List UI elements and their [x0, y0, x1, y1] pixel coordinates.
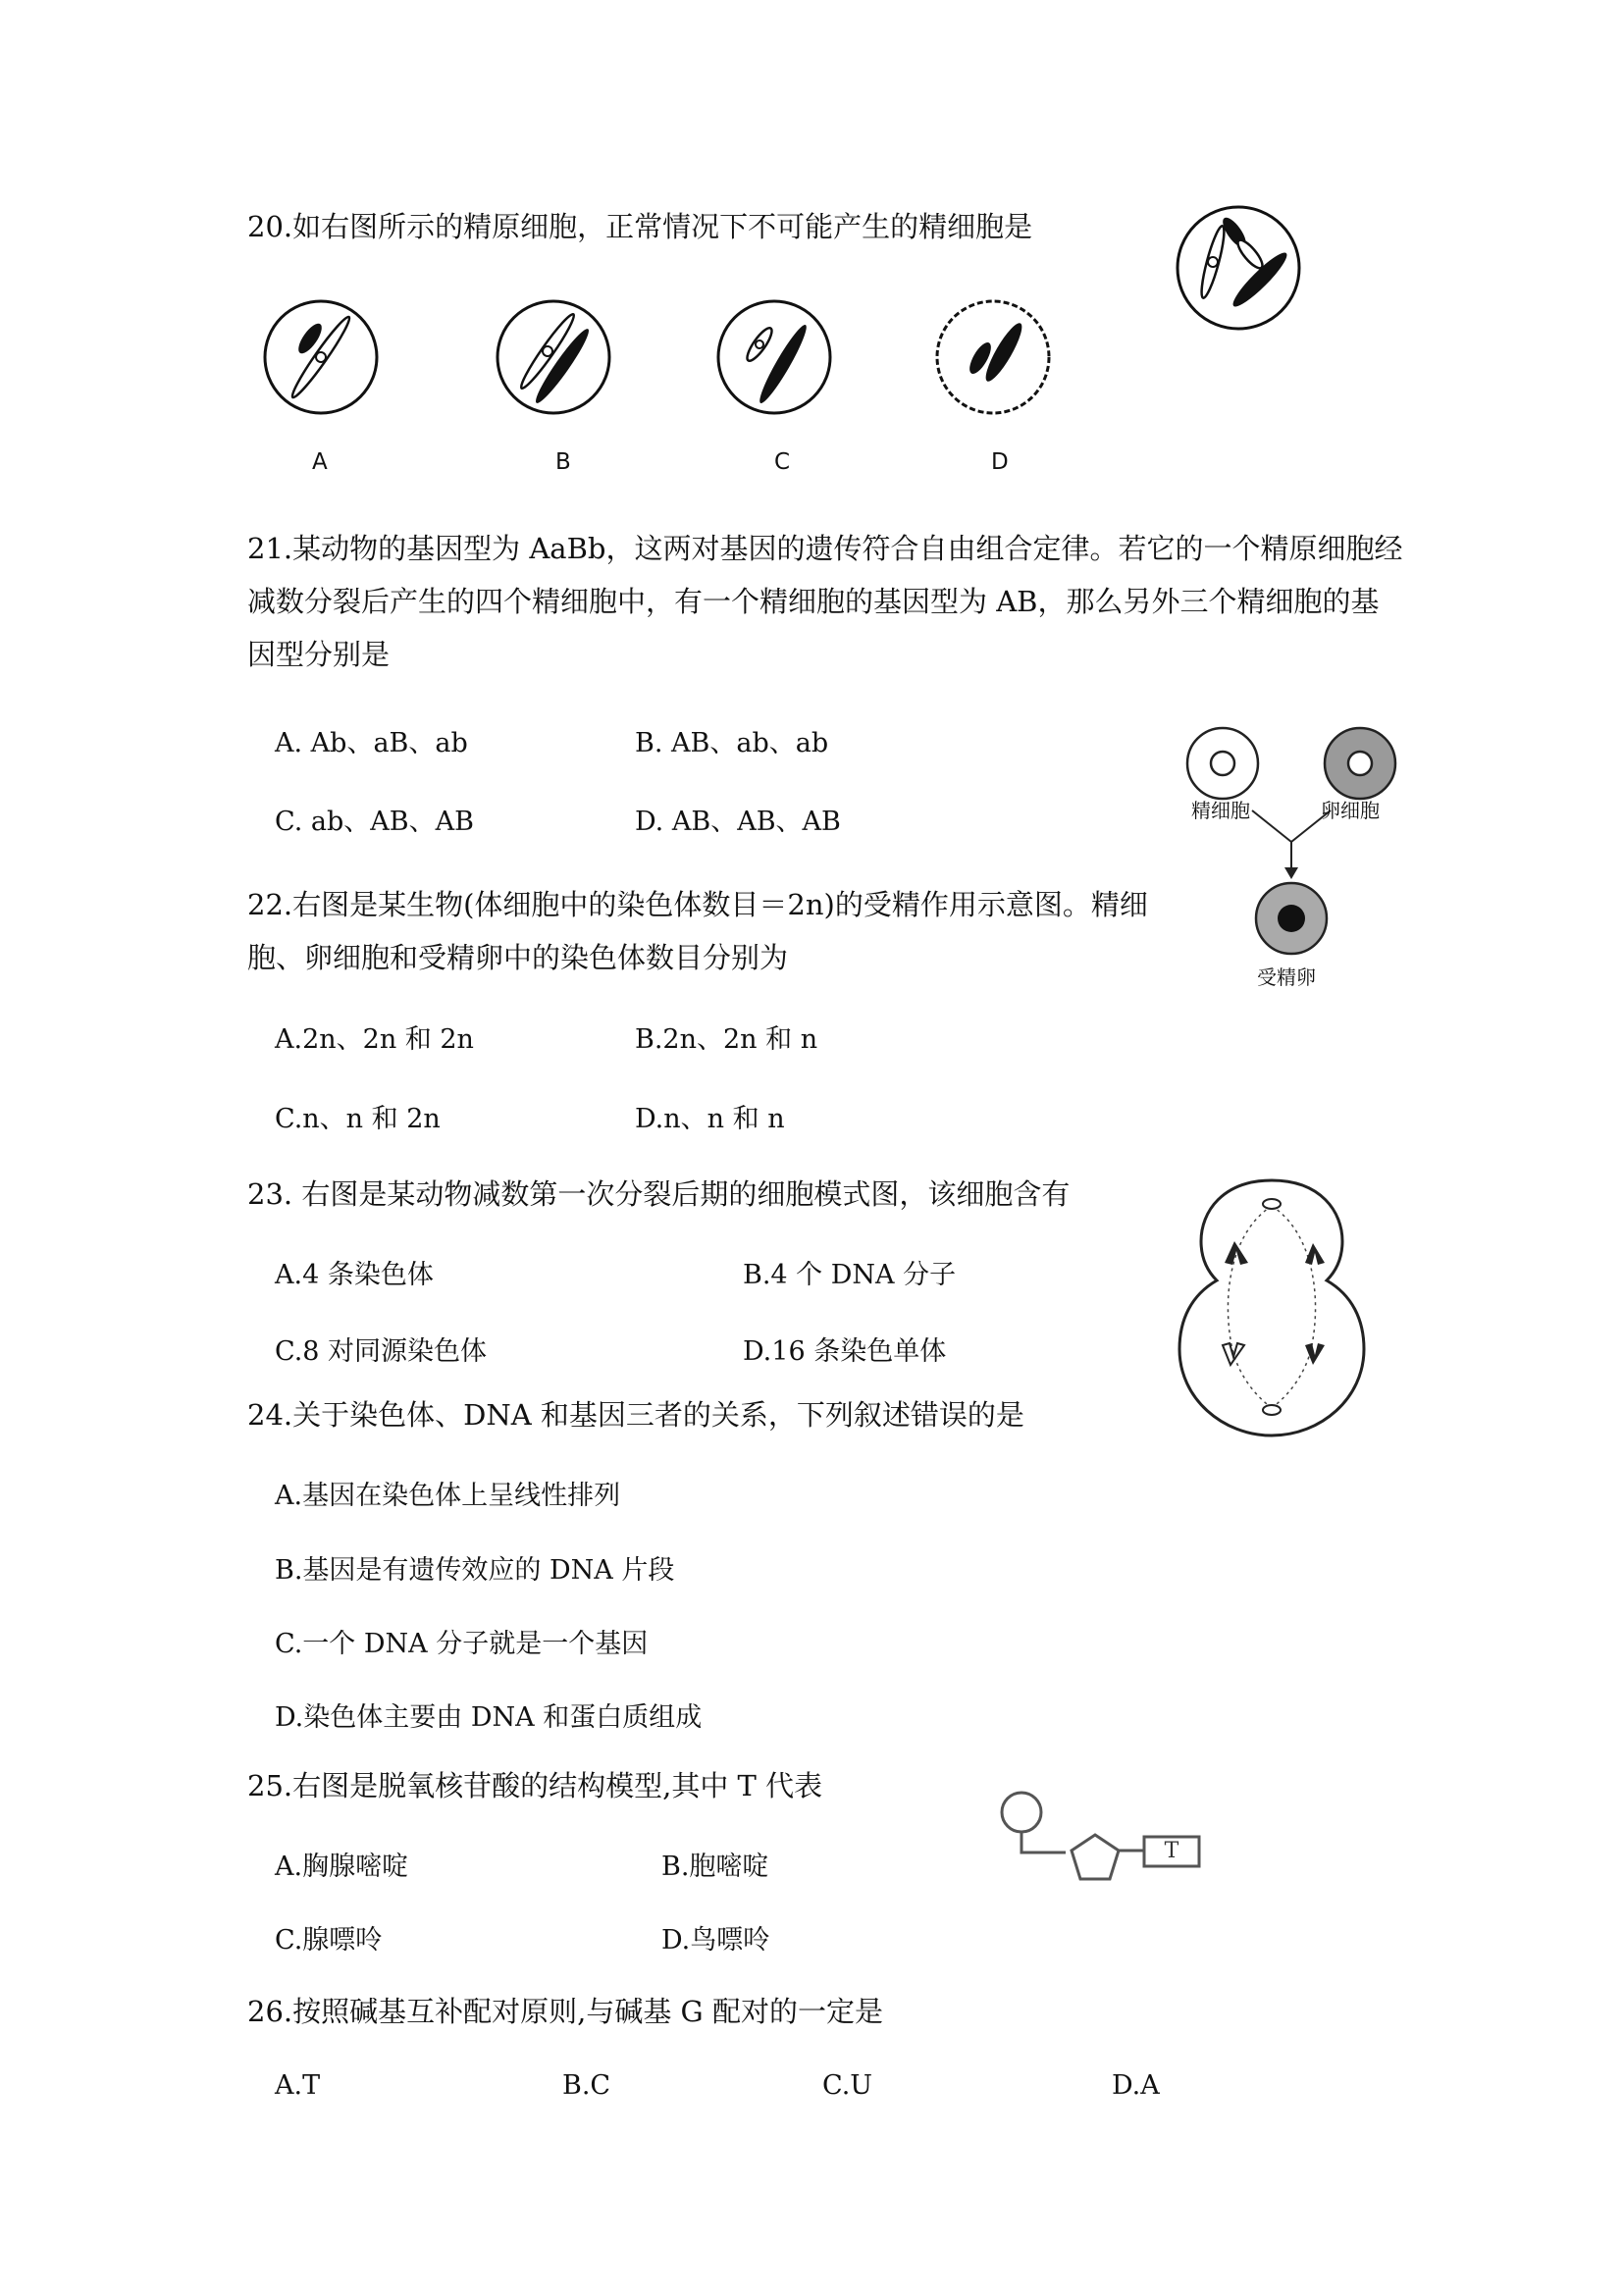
q22-label-egg: 卵细胞 [1321, 799, 1380, 822]
q21-option-d: D. AB、AB、AB [635, 807, 841, 837]
q20-label-b: B [555, 449, 571, 475]
q23-option-a: A.4 条染色体 [275, 1260, 434, 1290]
q25-option-a: A.胸腺嘧啶 [275, 1852, 409, 1882]
q22-fertilization-figure [1174, 724, 1409, 989]
q23-stem: 23. 右图是某动物减数第一次分裂后期的细胞模式图，该细胞含有 [247, 1177, 1071, 1211]
q22-option-b: B.2n、2n 和 n [635, 1024, 818, 1055]
q20-option-a-cell [261, 297, 381, 417]
q24-option-b: B.基因是有遗传效应的 DNA 片段 [275, 1555, 675, 1586]
q23-option-d: D.16 条染色单体 [743, 1336, 947, 1367]
q20-stem: 20.如右图所示的精原细胞，正常情况下不可能产生的精细胞是 [247, 210, 1033, 243]
q25-option-d: D.鸟嘌呤 [661, 1925, 770, 1956]
q24-option-c: C.一个 DNA 分子就是一个基因 [275, 1629, 649, 1659]
q24-option-a: A.基因在染色体上呈线性排列 [275, 1481, 621, 1511]
q22-stem-line-1: 22.右图是某生物(体细胞中的染色体数目＝2n)的受精作用示意图。精细 [247, 888, 1148, 921]
q23-meiosis-cell-figure [1174, 1173, 1370, 1442]
q26-option-c: C.U [822, 2070, 873, 2101]
q21-stem-line-3: 因型分别是 [247, 638, 391, 671]
q21-stem-line-1: 21.某动物的基因型为 AaBb，这两对基因的遗传符合自由组合定律。若它的一个精原细胞经 [247, 532, 1403, 565]
q21-stem-line-2: 减数分裂后产生的四个精细胞中，有一个精细胞的基因型为 AB，那么另外三个精细胞的基 [247, 585, 1380, 618]
q26-stem: 26.按照碱基互补配对原则,与碱基 G 配对的一定是 [247, 1995, 883, 2028]
q24-option-d: D.染色体主要由 DNA 和蛋白质组成 [275, 1702, 703, 1733]
q20-label-c: C [774, 449, 791, 475]
q23-option-c: C.8 对同源染色体 [275, 1336, 488, 1367]
q21-option-c: C. ab、AB、AB [275, 807, 474, 837]
q24-stem: 24.关于染色体、DNA 和基因三者的关系，下列叙述错误的是 [247, 1398, 1024, 1432]
q20-option-d-cell [933, 297, 1053, 417]
q22-option-a: A.2n、2n 和 2n [275, 1024, 474, 1055]
q20-option-b-cell [494, 297, 613, 417]
q20-label-d: D [991, 449, 1009, 475]
q25-option-b: B.胞嘧啶 [661, 1852, 769, 1882]
q22-label-sperm: 精细胞 [1191, 799, 1250, 822]
q22-stem-line-2: 胞、卵细胞和受精卵中的染色体数目分别为 [247, 941, 789, 974]
q26-option-a: A.T [275, 2070, 321, 2101]
q20-label-a: A [312, 449, 328, 475]
q23-option-b: B.4 个 DNA 分子 [743, 1260, 957, 1290]
q21-option-b: B. AB、ab、ab [635, 728, 829, 758]
q22-label-zygote: 受精卵 [1257, 965, 1316, 989]
q25-option-c: C.腺嘌呤 [275, 1925, 383, 1956]
q25-nucleotide-figure [997, 1786, 1252, 1894]
q20-reference-cell-figure [1174, 203, 1303, 333]
q26-option-d: D.A [1112, 2070, 1160, 2101]
q25-figure-label-t: T [1164, 1839, 1179, 1863]
q22-option-d: D.n、n 和 n [635, 1104, 785, 1134]
q26-option-b: B.C [562, 2070, 611, 2101]
q25-stem: 25.右图是脱氧核苷酸的结构模型,其中 T 代表 [247, 1769, 823, 1802]
q22-option-c: C.n、n 和 2n [275, 1104, 441, 1134]
q21-option-a: A. Ab、aB、ab [275, 728, 468, 758]
q20-option-c-cell [714, 297, 834, 417]
